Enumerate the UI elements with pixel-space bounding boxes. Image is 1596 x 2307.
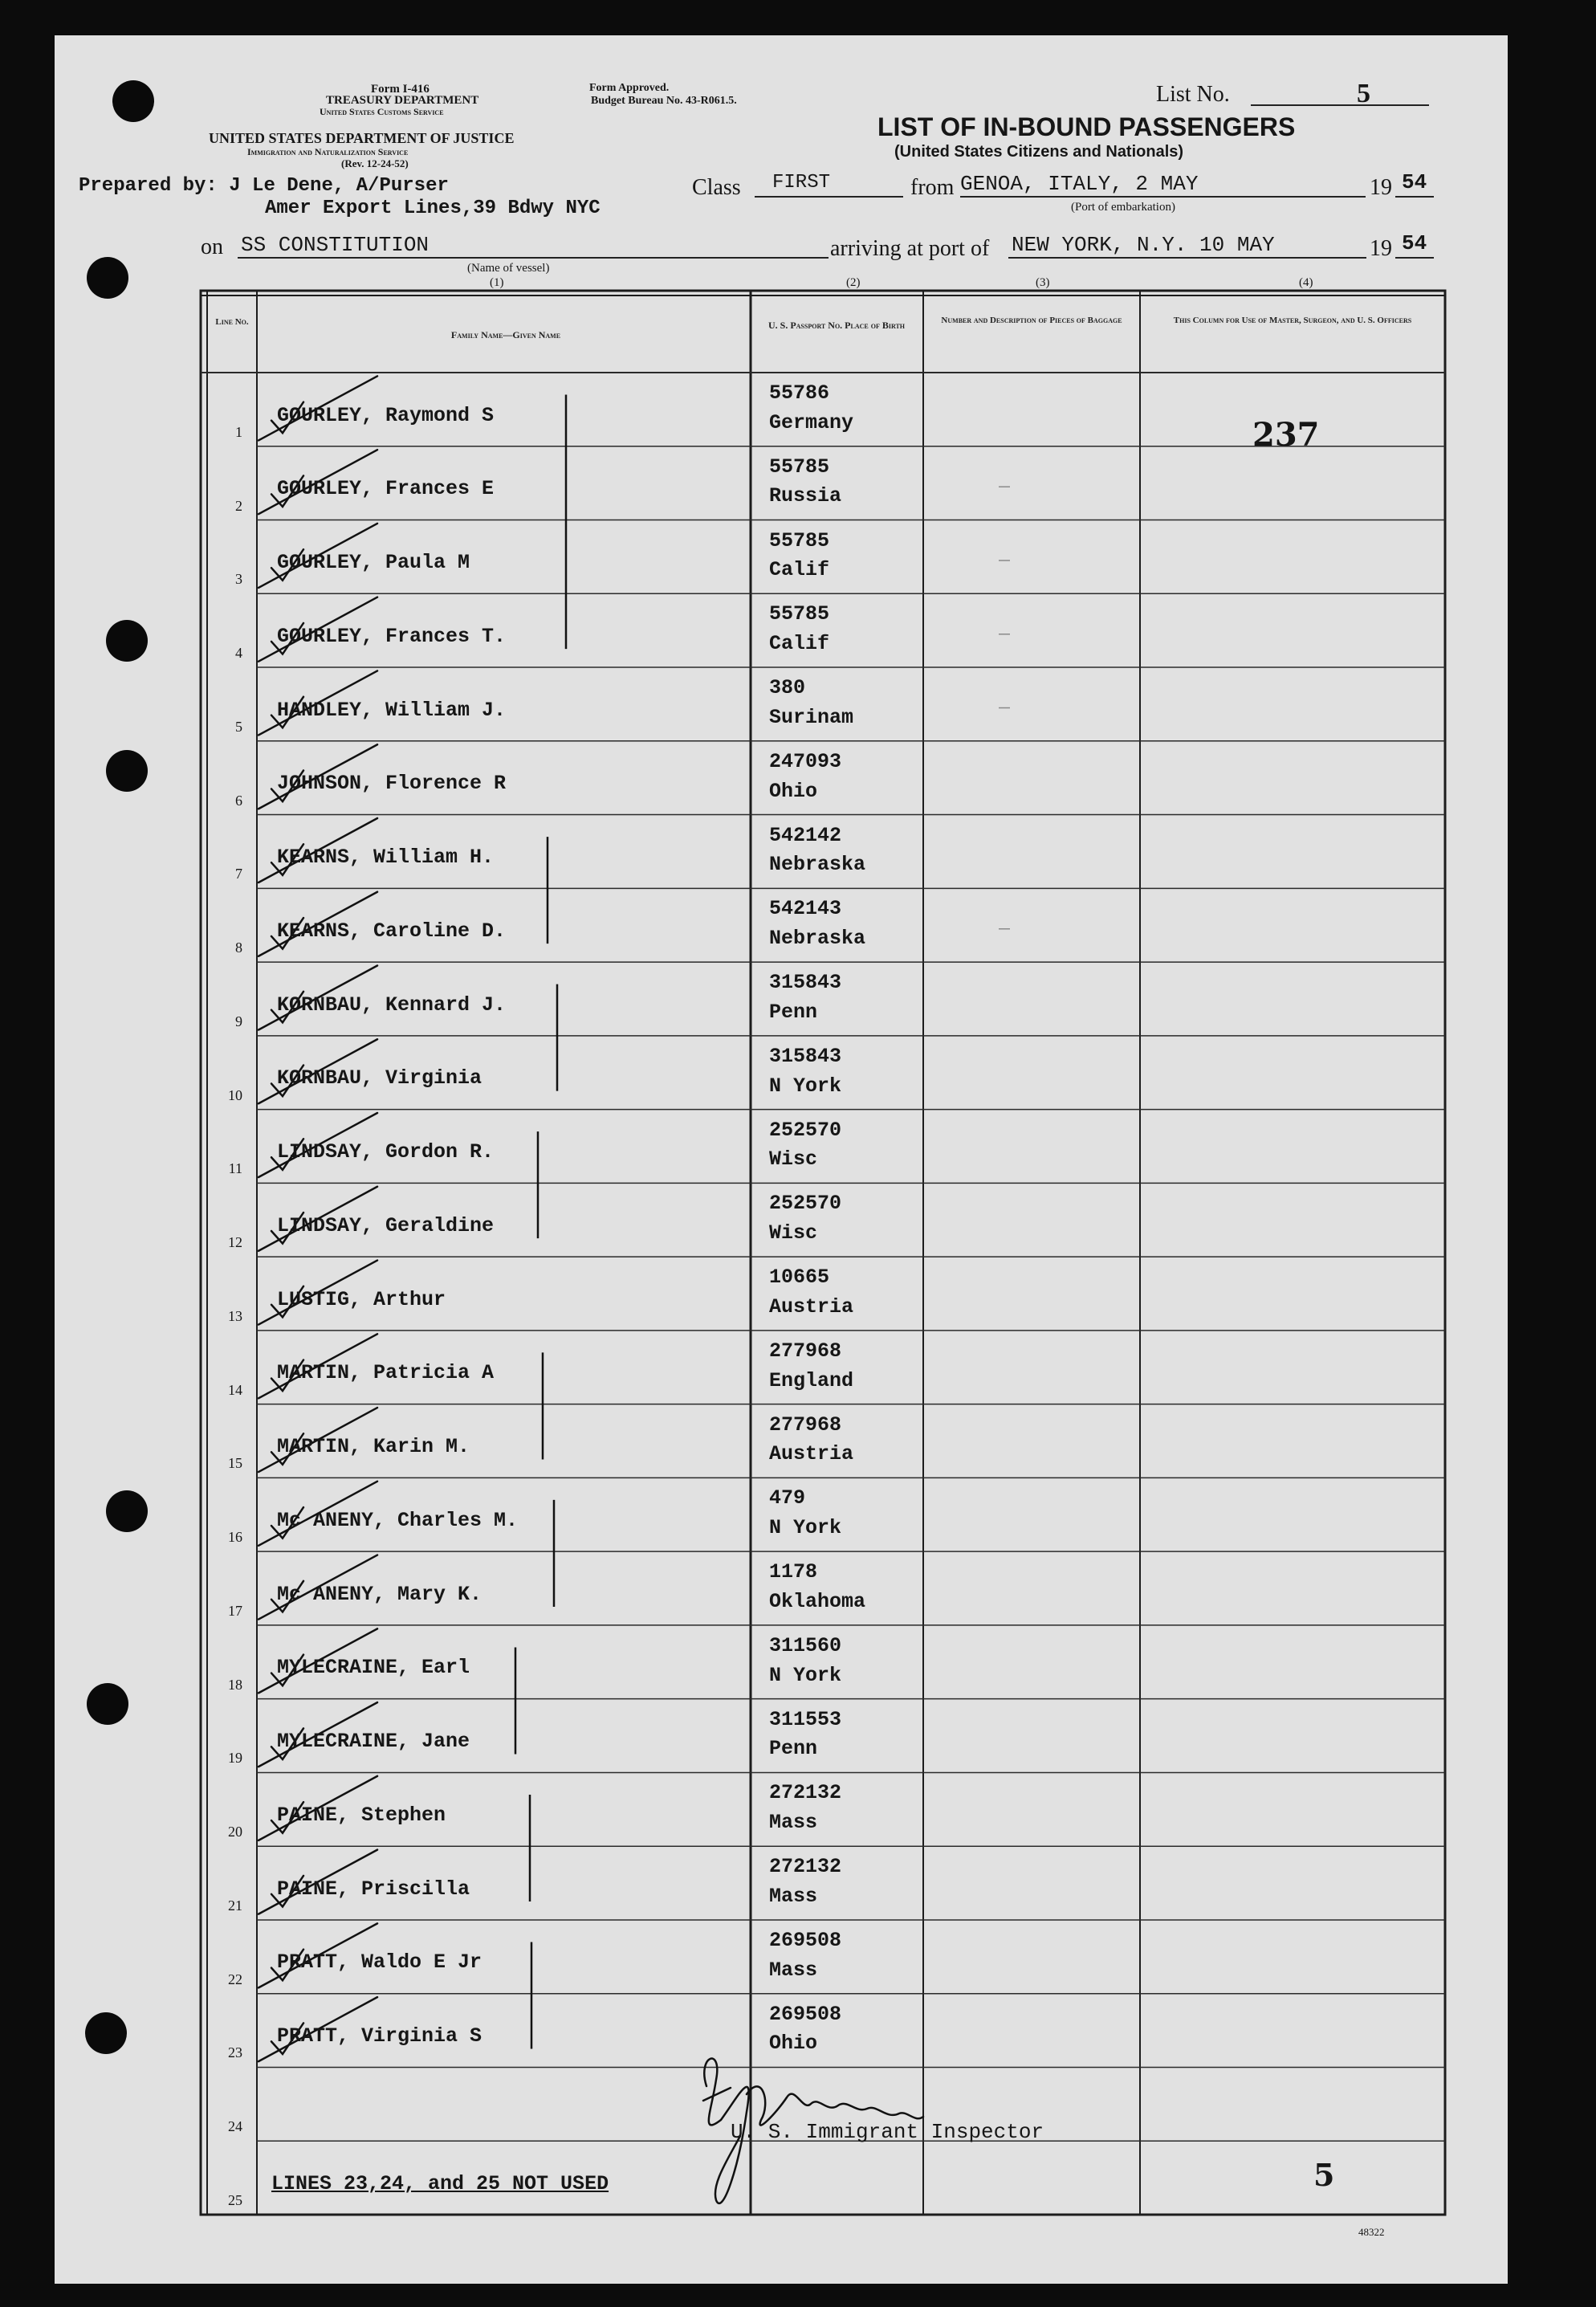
line-number: 19: [228, 1750, 242, 1767]
footer-code: 48322: [1358, 2226, 1385, 2238]
passport-number: 542142: [769, 823, 842, 847]
line-number: 23: [228, 2044, 242, 2061]
dept-of-justice: UNITED STATES DEPARTMENT OF JUSTICE: [209, 130, 515, 146]
passport-number: 479: [769, 1486, 806, 1510]
year2-value: 54: [1402, 231, 1427, 255]
customs-service: United States Customs Service: [320, 106, 444, 117]
col-number-1: (1): [490, 276, 504, 289]
place-of-birth: Nebraska: [769, 853, 866, 877]
col-number-3: (3): [1036, 276, 1050, 289]
passport-number: 269508: [769, 1928, 842, 1952]
unused-lines-note: LINES 23,24, and 25 NOT USED: [271, 2171, 609, 2195]
from-value: GENOA, ITALY, 2 MAY: [960, 172, 1199, 196]
line-number: 15: [228, 1455, 242, 1472]
passenger-name: KORNBAU, Kennard J.: [277, 992, 507, 1017]
name-header: Family Name—Given Name: [450, 329, 561, 340]
port-embark-note: (Port of embarkation): [1071, 201, 1175, 214]
passport-number: 272132: [769, 1781, 842, 1805]
baggage-header: Number and Description of Pieces of Baggage: [941, 316, 1122, 325]
line-number: 12: [228, 1234, 242, 1251]
place-of-birth: Penn: [769, 1000, 818, 1024]
passport-header: U. S. Passport No. Place of Birth: [767, 320, 905, 331]
list-no-label: List No.: [1156, 82, 1230, 107]
line-number: 11: [228, 1160, 242, 1177]
passport-number: 315843: [769, 971, 842, 995]
passenger-name: MARTIN, Patricia A: [277, 1361, 495, 1385]
inspector-title: U. S. Immigrant Inspector: [731, 2120, 1044, 2144]
passenger-name: KEARNS, William H.: [277, 846, 495, 870]
budget-bureau: Budget Bureau No. 43-R061.5.: [591, 95, 737, 107]
place-of-birth: Ohio: [769, 2032, 818, 2056]
line-number: 7: [235, 866, 242, 882]
line-number: 22: [228, 1971, 242, 1987]
line-number: 10: [228, 1086, 242, 1103]
place-of-birth: N York: [769, 1074, 842, 1098]
place-of-birth: Mass: [769, 1958, 818, 1982]
place-of-birth: Ohio: [769, 779, 818, 803]
place-of-birth: Surinam: [769, 705, 854, 729]
form-approved: Form Approved.: [589, 82, 670, 94]
passport-number: 55785: [769, 528, 830, 552]
class-label: Class: [692, 175, 741, 200]
passenger-name: MARTIN, Karin M.: [277, 1435, 470, 1459]
passport-number: 1178: [769, 1560, 818, 1584]
line-number: 2: [235, 497, 242, 514]
line-number: 6: [235, 792, 242, 809]
form-revision: (Rev. 12-24-52): [341, 157, 409, 169]
vessel-name: SS CONSTITUTION: [241, 233, 430, 257]
passenger-name: GOURLEY, Raymond S: [277, 403, 495, 427]
place-of-birth: N York: [769, 1516, 842, 1540]
place-of-birth: England: [769, 1368, 854, 1392]
passenger-name: GOURLEY, Frances E: [277, 477, 495, 501]
passport-number: 55785: [769, 454, 830, 479]
year-value: 54: [1402, 170, 1427, 194]
passenger-name: PRATT, Virginia S: [277, 2024, 482, 2048]
line-number: 8: [235, 940, 242, 956]
line-number: 13: [228, 1307, 242, 1324]
passenger-name: HANDLEY, William J.: [277, 698, 507, 722]
place-of-birth: Oklahoma: [769, 1589, 866, 1613]
from-label: from: [910, 175, 955, 200]
arriving-label: arriving at port of: [830, 236, 990, 261]
line-no-header: Line No.: [215, 317, 249, 327]
passport-number: 252570: [769, 1192, 842, 1216]
line-number: 5: [235, 718, 242, 735]
col-number-2: (2): [846, 276, 861, 289]
passport-number: 55785: [769, 602, 830, 626]
passenger-name: GOURLEY, Frances T.: [277, 624, 507, 648]
place-of-birth: Wisc: [769, 1147, 818, 1172]
line-number: 16: [228, 1529, 242, 1546]
place-of-birth: Russia: [769, 484, 842, 508]
line-number: 9: [235, 1013, 242, 1029]
place-of-birth: Mass: [769, 1811, 818, 1835]
passport-number: 252570: [769, 1118, 842, 1142]
class-value: FIRST: [772, 172, 831, 194]
immigration-service: Immigration and Naturalization Service: [247, 146, 409, 157]
line-number: 20: [228, 1824, 242, 1840]
passport-number: 247093: [769, 749, 842, 773]
passenger-name: LINDSAY, Geraldine: [277, 1213, 495, 1237]
form-title: LIST OF IN-BOUND PASSENGERS: [877, 112, 1296, 141]
prepared-by: Prepared by: J Le Dene, A/Purser: [79, 175, 449, 197]
arriving-value: NEW YORK, N.Y. 10 MAY: [1012, 233, 1275, 257]
passenger-name: MYLECRAINE, Earl: [277, 1656, 470, 1680]
passport-number: 277968: [769, 1339, 842, 1363]
line-number: 14: [228, 1381, 242, 1398]
form-subtitle: (United States Citizens and Nationals): [894, 143, 1184, 161]
place-of-birth: Austria: [769, 1294, 854, 1319]
passenger-name: KEARNS, Caroline D.: [277, 919, 507, 943]
officer-count: 237: [1252, 416, 1320, 454]
list-mark: 5: [1313, 2157, 1335, 2193]
place-of-birth: Calif: [769, 558, 830, 582]
passenger-name: LUSTIG, Arthur: [277, 1287, 446, 1311]
on-label: on: [201, 234, 223, 259]
place-of-birth: Wisc: [769, 1221, 818, 1245]
line-number: 3: [235, 571, 242, 588]
passport-number: 10665: [769, 1266, 830, 1290]
line-number: 4: [235, 645, 242, 662]
place-of-birth: Penn: [769, 1737, 818, 1761]
place-of-birth: Nebraska: [769, 927, 866, 951]
passenger-name: PAINE, Stephen: [277, 1803, 446, 1827]
place-of-birth: Austria: [769, 1442, 854, 1466]
line-number: 18: [228, 1676, 242, 1693]
passport-number: 55786: [769, 381, 830, 405]
passport-number: 272132: [769, 1855, 842, 1879]
passenger-name: PAINE, Priscilla: [277, 1877, 470, 1901]
prepared-by-address: Amer Export Lines,39 Bdwy NYC: [265, 198, 601, 219]
passenger-name: PRATT, Waldo E Jr: [277, 1950, 482, 1975]
passport-number: 311553: [769, 1707, 842, 1731]
passport-number: 311560: [769, 1633, 842, 1657]
year2-prefix: 19: [1370, 236, 1392, 261]
place-of-birth: Mass: [769, 1884, 818, 1908]
place-of-birth: Germany: [769, 410, 854, 434]
passenger-name: Mc ANENY, Mary K.: [277, 1582, 482, 1606]
passenger-name: JOHNSON, Florence R: [277, 772, 507, 796]
passport-number: 269508: [769, 2002, 842, 2026]
line-number: 17: [228, 1602, 242, 1619]
place-of-birth: Calif: [769, 631, 830, 655]
passport-number: 380: [769, 676, 806, 700]
form-number: Form I-416: [371, 83, 430, 96]
passport-number: 277968: [769, 1412, 842, 1437]
line-number: 25: [228, 2192, 242, 2208]
list-no-value: 5: [1357, 79, 1370, 108]
vessel-note: (Name of vessel): [467, 262, 550, 275]
passenger-name: Mc ANENY, Charles M.: [277, 1508, 519, 1532]
year-prefix: 19: [1370, 175, 1392, 200]
col-number-4: (4): [1299, 276, 1313, 289]
line-number: 24: [228, 2118, 242, 2135]
passenger-name: MYLECRAINE, Jane: [277, 1730, 470, 1754]
passenger-name: KORNBAU, Virginia: [277, 1066, 482, 1090]
line-number: 1: [235, 423, 242, 440]
passport-number: 542143: [769, 897, 842, 921]
passenger-name: LINDSAY, Gordon R.: [277, 1140, 495, 1164]
place-of-birth: N York: [769, 1663, 842, 1687]
treasury-department: TREASURY DEPARTMENT: [326, 94, 479, 107]
passport-number: 315843: [769, 1044, 842, 1068]
passenger-name: GOURLEY, Paula M: [277, 551, 470, 575]
line-number: 21: [228, 1897, 242, 1914]
officers-header: This Column for Use of Master, Surgeon, and U. S. Officers: [1173, 316, 1412, 325]
